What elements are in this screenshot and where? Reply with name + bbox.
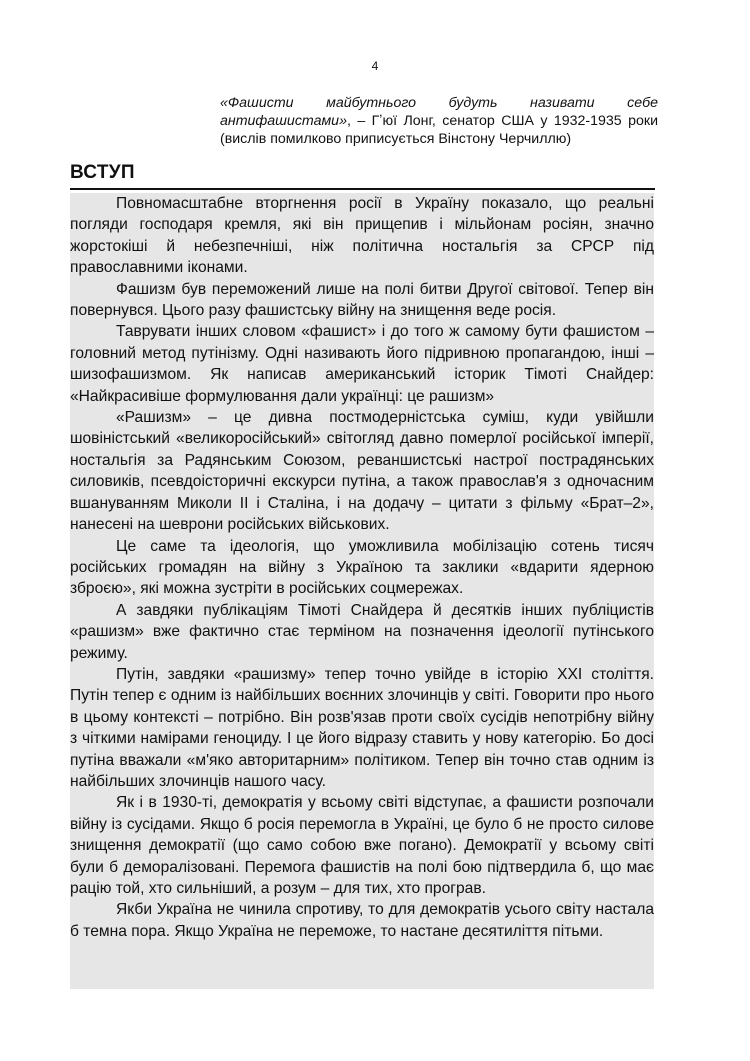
epigraph-quote: «Фашисти майбутнього будуть називати себе антифашистами» [220,95,658,129]
introduction-text-block [70,193,654,989]
paragraph: Як і в 1930-ті, демократія у всьому світі відступає, а фашисти розпочали війну із сусідами. Якщо б росія перемогла в Україні, це було б не просто силове знищення демократії (що само собою вже погано). Демократії у всьому світі були б деморалізовані. Перемога фашистів на полі бою підтвердила б, що має рацію той, хто сильніший, а розум – для тих, хто програв. [70,794,654,897]
paragraph: Повномасштабне вторгнення росії в Україну показало, що реальні погляди господаря кремля, які він прищепив і мільйонам росіян, значно жорстокіші й небезпечніші, ніж політична ностальгія за СРСР під православними іконами. [70,195,654,277]
paragraph: Фашизм був переможений лише на полі битви Другої світової. Тепер він повернувся. Цього разу фашистську війну на знищення веде росія. [70,280,654,320]
paragraph: Путін, завдяки «рашизму» тепер точно увійде в історію XXI століття. Путін тепер є одним із найбільших воєнних злочинців у світі. Говорити про нього в цьому контексті – потрібно. Він розв'язав проти своїх сусідів непотрібну війну з чіткими намірами геноциду. І це його відразу ставить у нову категорію. Бо досі путіна вважали «м'яко авторитарним» політиком. Тепер він точно став одним із найбільших злочинців нашого часу. [70,665,654,790]
paragraph: Таврувати інших словом «фашист» і до того ж самому бути фашистом – головний метод путінізму. Одні називають його підривною пропагандою, інші – шизофашизмом. Як написав американський історик Тімоті Снайдер: «Найкрасивіше формулювання дали українці: це рашизм» [70,323,654,405]
epigraph-attribution: , – Гʼюї Лонг, сенатор США у 1932-1935 роки (вислів помилково приписується Вінстону Черчиллю) [220,113,658,147]
epigraph [220,94,658,148]
paragraph: А завдяки публікаціям Тімоті Снайдера й десятків інших публіцистів «рашизм» вже фактично стає терміном на позначення ідеології путінського режиму. [70,601,654,662]
paragraph: Якби Україна не чинила спротиву, то для демократів усього світу настала б темна пора. Якщо Україна не переможе, то настане десятиліття пітьми. [70,901,654,940]
section-heading: ВСТУП [70,160,655,190]
paragraph: «Рашизм» – це дивна постмодерністська суміш, куди увійшли шовіністський «великоросійський» світогляд давно померлої російської імперії, ностальгія за Радянським Союзом, реваншистські настрої пострадянських силовиків, псевдоісторичні екскурси путіна, а також православ'я з одночасним вшануванням Миколи II і Сталіна, і на додачу – цитати з фільму «Брат–2», нанесені на шеврони російських військових. [70,409,654,534]
page-number: 4 [371,59,379,73]
paragraph: Це саме та ідеологія, що уможливила мобілізацію сотень тисяч російських громадян на війну з Україною та заклики «вдарити ядерною зброєю», які можна зустріти в російських соцмережах. [70,537,654,598]
